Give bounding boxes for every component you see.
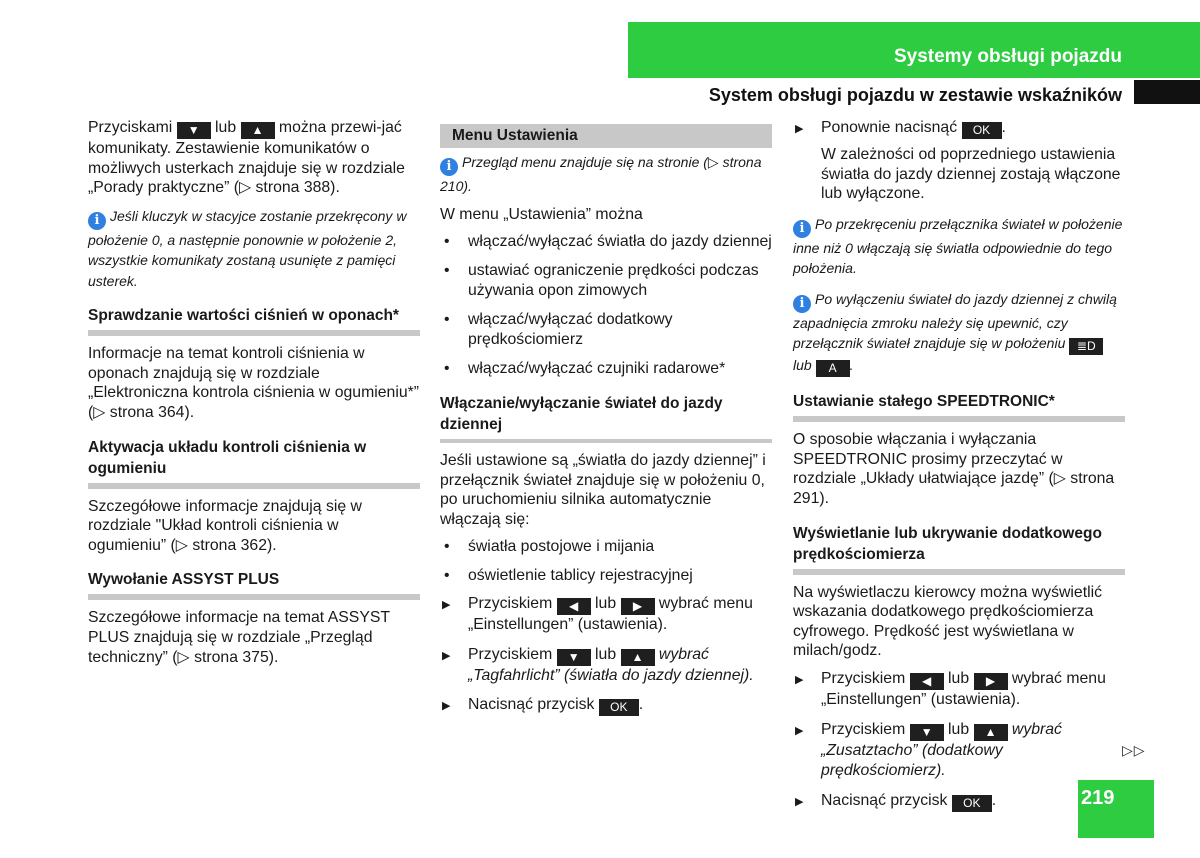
left-key-icon: ◀	[557, 598, 591, 615]
settings-list	[440, 232, 772, 379]
steps-list	[793, 669, 1125, 812]
paragraph: Szczegółowe informacje znajdują się w rozdziale "Układ kontroli ciśnienia w ogumieniu” (▷ strona 362).	[88, 497, 362, 554]
step-item: ▶ Przyciskiem ▼ lub ▲ wybrać „Tagfahrlicht” (światła do jazdy dziennej).	[440, 645, 772, 687]
step-item: ▶ Przyciskiem ◀ lub ▶ wybrać menu „Einstellungen” (ustawienia).	[440, 594, 772, 636]
column-2	[440, 124, 772, 716]
list-item: • światła postojowe i mijania	[440, 537, 772, 558]
list-item: • włączać/wyłączać światła do jazdy dziennej	[440, 232, 772, 253]
heading-tire-control: Aktywacja układu kontroli ciśnienia w ogumieniu	[88, 437, 420, 489]
paragraph: Szczegółowe informacje na temat ASSYST PLUS znajdują się w rozdziale „Przegląd techniczny” (▷ strona 375).	[88, 609, 390, 666]
steps-list	[793, 118, 1125, 139]
info-icon: i	[440, 158, 458, 176]
paragraph: Informacje na temat kontroli ciśnienia w oponach znajdują się w rozdziale „Elektroniczna kontrola ciśnienia w ogumieniu*” (▷ strona 364).	[88, 345, 420, 422]
heading-extra-speedometer: Wyświetlanie lub ukrywanie dodatkowego prędkościomierza	[793, 523, 1125, 575]
up-key-icon: ▲	[974, 724, 1008, 741]
paragraph: Przyciskami ▼ lub ▲ można przewi-jać komunikaty. Zestawienie komunikatów o możliwych usterkach znajduje się w rozdziale „Porady praktyczne” (▷ strona 388).	[88, 119, 405, 197]
section-title: Systemy obsługi pojazdu	[893, 46, 1122, 67]
paragraph: W menu „Ustawienia” można	[440, 205, 643, 223]
down-key-icon: ▼	[910, 724, 944, 741]
list-item: • ustawiać ograniczenie prędkości podczas używania opon zimowych	[440, 261, 772, 302]
header-marker	[1134, 80, 1200, 104]
right-key-icon: ▶	[974, 673, 1008, 690]
heading-daytime-lights: Włączanie/wyłączanie świateł do jazdy dziennej	[440, 395, 723, 434]
light-switch-icon: ≣D	[1069, 338, 1103, 355]
down-key-icon: ▼	[557, 649, 591, 666]
paragraph: W zależności od poprzedniego ustawienia światła do jazdy dziennej zostają włączone lub wyłączone.	[821, 146, 1121, 203]
info-note: i Jeśli kluczyk w stacyjce zostanie przekręcony w położenie 0, a następnie ponownie w położenie 2, wszystkie komunikaty zostaną usunięte z pamięci usterek.	[88, 207, 407, 289]
info-icon: i	[88, 212, 106, 230]
ok-key-icon: OK	[962, 122, 1002, 139]
paragraph: Na wyświetlaczu kierowcy można wyświetlić wskazania dodatkowego prędkościomierza cyfrowego. Prędkość jest wyświetlana w milach/godz.	[793, 583, 1102, 660]
heading-assyst: Wywołanie ASSYST PLUS	[88, 569, 420, 600]
heading-speedtronic: Ustawianie stałego SPEEDTRONIC*	[793, 391, 1125, 422]
auto-position-icon: A	[816, 360, 850, 377]
step-item: ▶ Przyciskiem ◀ lub ▶ wybrać menu „Einstellungen” (ustawienia).	[793, 669, 1125, 711]
auto-lights-list	[440, 537, 772, 586]
paragraph: Jeśli ustawione są „światła do jazdy dziennej” i przełącznik świateł znajduje się w położeniu 0, po uruchomieniu silnika automatycznie włączają się:	[440, 452, 766, 528]
steps-list	[440, 594, 772, 716]
ok-key-icon: OK	[599, 699, 639, 716]
step-item: ▶ Ponownie nacisnąć OK .	[793, 118, 1125, 139]
step-item: ▶ Nacisnąć przycisk OK .	[793, 791, 1125, 812]
up-key-icon: ▲	[621, 649, 655, 666]
info-note: i Przegląd menu znajduje się na stronie (▷ strona 210).	[440, 154, 762, 194]
continue-arrows-icon: ▷▷	[1122, 742, 1146, 758]
paragraph: O sposobie włączania i wyłączania SPEEDTRONIC prosimy przeczytać w rozdziale „Układy ułatwiające jazdę” (▷ strona 291).	[793, 431, 1115, 508]
list-item: • oświetlenie tablicy rejestracyjnej	[440, 566, 772, 587]
step-item: ▶ Nacisnąć przycisk OK .	[440, 695, 772, 716]
left-key-icon: ◀	[910, 673, 944, 690]
info-icon: i	[793, 220, 811, 238]
info-icon: i	[793, 295, 811, 313]
heading-tire-pressure: Sprawdzanie wartości ciśnień w oponach*	[88, 305, 420, 336]
right-key-icon: ▶	[621, 598, 655, 615]
column-3	[793, 118, 1125, 812]
up-key-icon: ▲	[241, 122, 275, 139]
info-note: i Po wyłączeniu świateł do jazdy dziennej z chwilą zapadnięcia zmroku należy się upewnić, czy przełącznik świateł znajduje się w położeniu ≣D lub A .	[793, 290, 1117, 376]
list-item: • włączać/wyłączać czujniki radarowe*	[440, 359, 772, 380]
list-item: • włączać/wyłączać dodatkowy prędkościomierz	[440, 310, 772, 351]
info-note: i Po przekręceniu przełącznika świateł w położenie inne niż 0 włączają się światła odpowiednie do tego położenia.	[793, 215, 1123, 277]
down-key-icon: ▼	[177, 122, 211, 139]
menu-settings-bar: Menu Ustawienia	[440, 124, 772, 148]
page-number: 219	[1081, 787, 1115, 809]
step-item: ▶ Przyciskiem ▼ lub ▲ wybrać „Zusatztacho” (dodatkowy prędkościomierz).	[793, 720, 1125, 782]
page-subtitle: System obsługi pojazdu w zestawie wskaźników	[708, 85, 1122, 105]
column-1	[88, 118, 420, 667]
ok-key-icon: OK	[952, 795, 992, 812]
